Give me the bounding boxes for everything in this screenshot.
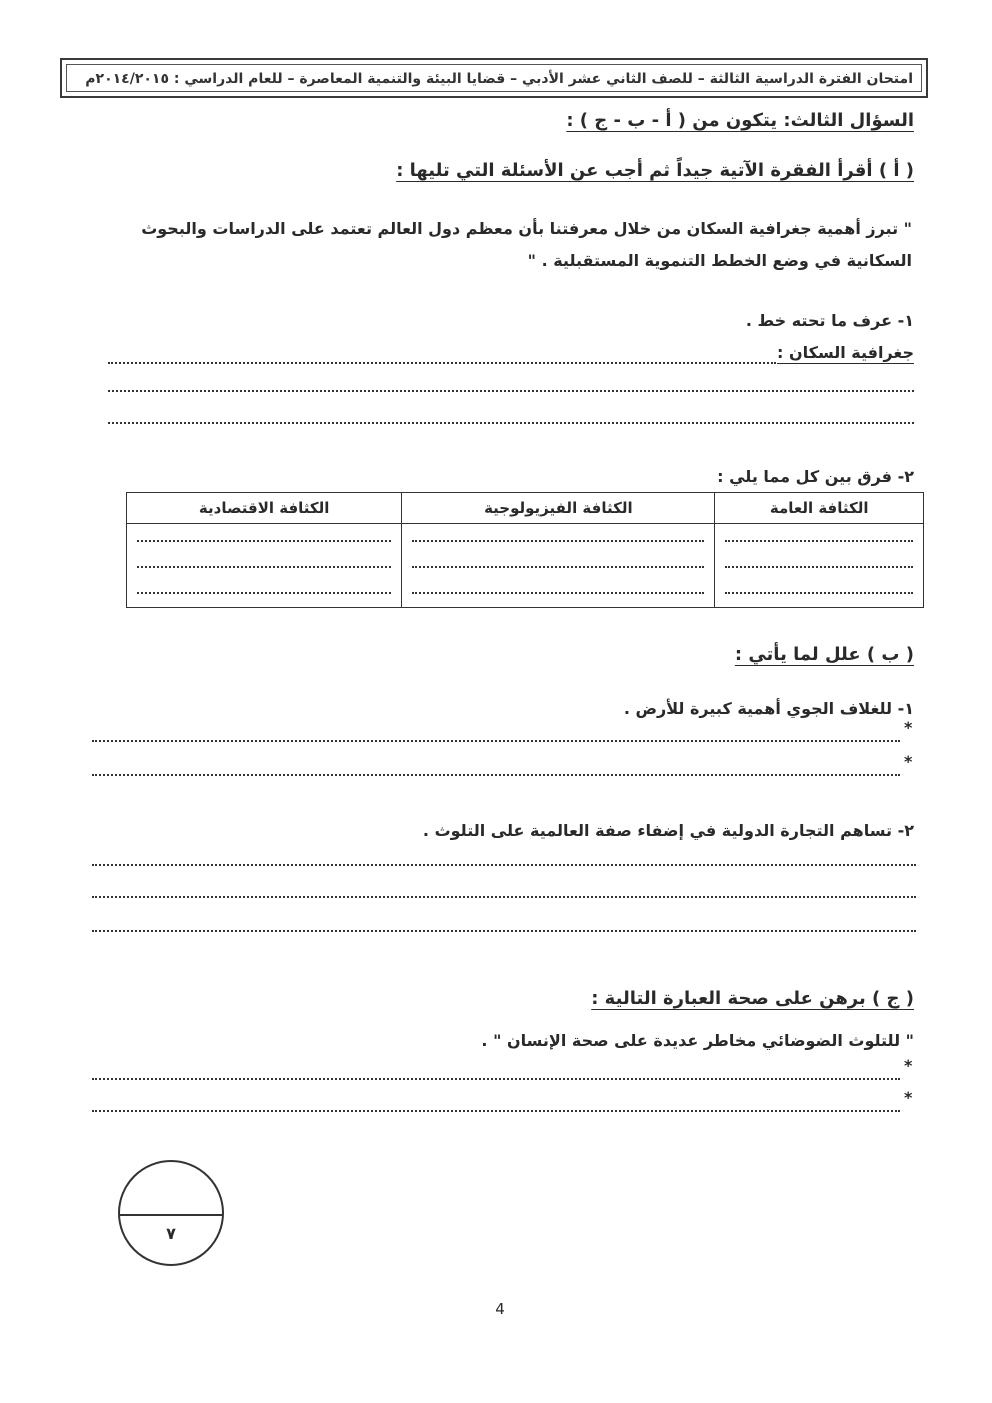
cell-answer-line[interactable] <box>412 540 704 542</box>
stamp-max-score: ٧ <box>166 1224 176 1243</box>
answer-line[interactable] <box>92 864 916 866</box>
table-header-physiological-density: الكثافة الفيزيولوجية <box>402 493 715 524</box>
exam-header-box <box>60 58 928 98</box>
table-header-economic-density: الكثافة الاقتصادية <box>127 493 402 524</box>
answer-line[interactable] <box>92 1078 900 1080</box>
cell-answer-line[interactable] <box>725 592 913 594</box>
cell-answer-line[interactable] <box>137 592 391 594</box>
answer-line[interactable] <box>92 774 900 776</box>
table-answer-cell[interactable] <box>402 524 715 608</box>
comparison-table <box>126 492 924 608</box>
cell-answer-line[interactable] <box>725 566 913 568</box>
table-answer-cell[interactable] <box>127 524 402 608</box>
table-answer-cell[interactable] <box>715 524 924 608</box>
answer-line[interactable] <box>92 930 916 932</box>
part-c-statement: " للتلوث الضوضائي مخاطر عديدة على صحة الإنسان " . <box>481 1031 914 1050</box>
part-b-title: ( ب ) علل لما يأتي : <box>734 644 914 665</box>
answer-line[interactable] <box>92 1110 900 1112</box>
answer-line[interactable] <box>108 362 776 364</box>
stamp-divider <box>120 1214 222 1216</box>
page-number: 4 <box>495 1300 505 1318</box>
cell-answer-line[interactable] <box>137 540 391 542</box>
answer-line[interactable] <box>92 740 900 742</box>
part-b-question-1: ١- للغلاف الجوي أهمية كبيرة للأرض . <box>623 699 914 718</box>
answer-line[interactable] <box>92 896 916 898</box>
term-population-geography: جغرافية السكان : <box>777 343 914 362</box>
cell-answer-line[interactable] <box>725 540 913 542</box>
table-header-general-density: الكثافة العامة <box>715 493 924 524</box>
passage-line-2: السكانية في وضع الخطط التنموية المستقبلية . " <box>527 251 912 270</box>
question-title: السؤال الثالث: يتكون من ( أ - ب - ج ) : <box>566 110 914 131</box>
grade-stamp <box>118 1160 224 1266</box>
part-c-title: ( ج ) برهن على صحة العبارة التالية : <box>591 988 914 1009</box>
part-a-question-1: ١- عرف ما تحته خط . <box>745 311 914 330</box>
answer-bullet: * <box>904 718 913 737</box>
exam-header-title: امتحان الفترة الدراسية الثالثة – للصف الثاني عشر الأدبي – قضايا البيئة والتنمية المعاصرة – للعام الدراسي : ٢٠١٤/٢٠١٥م <box>66 64 922 92</box>
answer-line[interactable] <box>108 422 914 424</box>
part-b-question-2: ٢- تساهم التجارة الدولية في إضفاء صفة العالمية على التلوث . <box>422 821 914 840</box>
answer-bullet: * <box>904 1056 913 1075</box>
cell-answer-line[interactable] <box>412 592 704 594</box>
cell-answer-line[interactable] <box>137 566 391 568</box>
part-a-title: ( أ ) أقرأ الفقرة الآتية جيداً ثم أجب عن الأسئلة التي تليها : <box>396 160 914 181</box>
answer-line[interactable] <box>108 390 914 392</box>
answer-bullet: * <box>904 1088 913 1107</box>
part-a-question-2: ٢- فرق بين كل مما يلي : <box>717 467 914 486</box>
passage-line-1: " تبرز أهمية جغرافية السكان من خلال معرفتنا بأن معظم دول العالم تعتمد على الدراسات والبحوث <box>141 219 912 238</box>
cell-answer-line[interactable] <box>412 566 704 568</box>
answer-bullet: * <box>904 752 913 771</box>
